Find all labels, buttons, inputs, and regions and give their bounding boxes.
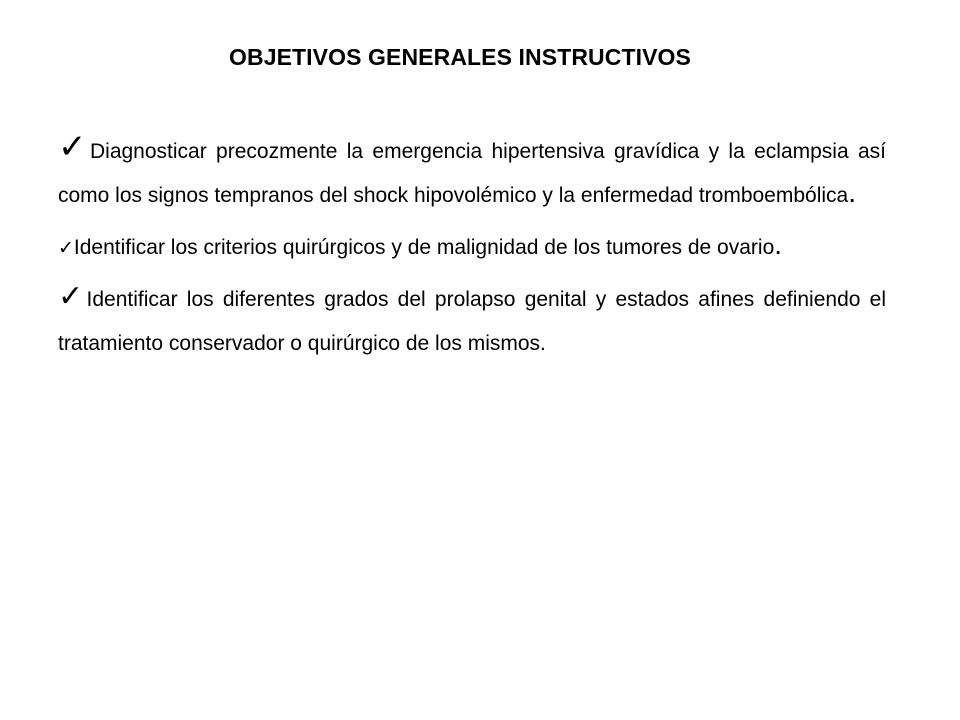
objective-item: [58, 226, 886, 270]
objective-text: Identificar los criterios quirúrgicos y de malignidad de los tumores de ovario: [73, 236, 775, 259]
checkmark-icon: ✓: [58, 127, 90, 167]
checkmark-icon: ✓: [58, 279, 87, 314]
objective-end-mark: .: [848, 177, 857, 208]
checkmark-icon: ✓: [58, 237, 74, 259]
objective-item: [58, 127, 886, 218]
objectives-list: [58, 127, 886, 366]
slide-title: OBJETIVOS GENERALES INSTRUCTIVOS: [229, 44, 691, 70]
objective-text: Identificar los diferentes grados del prolapso genital y estados afines definiendo el tratamiento conservador o quirúrgico de los mismos.: [58, 288, 886, 355]
objective-item: [58, 278, 886, 366]
objective-text: Diagnosticar precozmente la emergencia hipertensiva gravídica y la eclampsia así como los signos tempranos del shock hipovolémico y la enfermedad tromboembólica: [58, 140, 886, 207]
objective-end-mark: .: [774, 229, 783, 260]
